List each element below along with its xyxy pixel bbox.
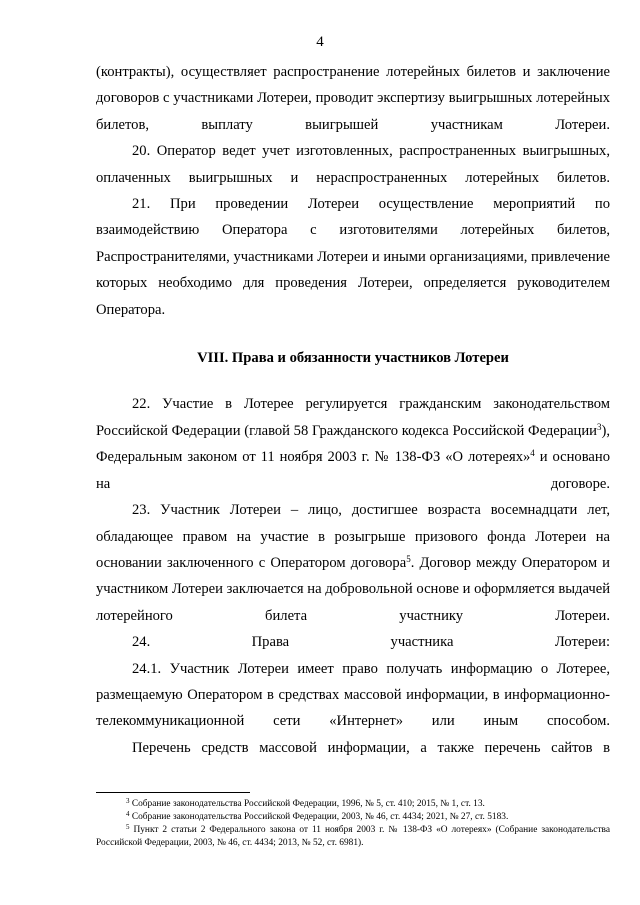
footnote-5 bbox=[96, 824, 610, 850]
document-body bbox=[96, 59, 610, 761]
paragraph-22-part-1: 22. Участие в Лотерее регулируется гражданским законодательством Российской Федерации (главой 58 Гражданского кодекса Российской Федерации bbox=[96, 396, 610, 439]
footnotes bbox=[96, 798, 610, 850]
paragraph-21: 21. При проведении Лотереи осуществление мероприятий по взаимодействию Оператора с изготовителями лотерейных билетов, Распространителями, участниками Лотереи и иными организациями, привлечение которых необходимо для проведения Лотереи, определяется руководителем Оператора. bbox=[96, 196, 610, 318]
paragraph-24: 24. Права участника Лотереи: bbox=[132, 634, 610, 651]
paragraph-22-part-2: ), Федеральным законом от 11 ноября 2003 г. № 138-ФЗ «О лотереях» bbox=[96, 422, 610, 466]
footnote-text: Собрание законодательства Российской Федерации, 2003, № 46, ст. 4434; 2021, № 27, ст. 5183. bbox=[131, 812, 509, 822]
paragraph-22 bbox=[96, 391, 610, 497]
footnote-divider bbox=[96, 792, 250, 793]
footnote-number: 4 bbox=[126, 810, 130, 818]
section-heading: VIII. Права и обязанности участников Лотереи bbox=[197, 350, 509, 367]
paragraph-20: 20. Оператор ведет учет изготовленных, распространенных выигрышных, оплаченных выигрышных и нераспространенных лотерейных билетов. bbox=[96, 143, 610, 186]
paragraph-23 bbox=[96, 497, 610, 629]
paragraph-22-part-3: и основано на договоре. bbox=[96, 449, 610, 492]
page-number: 4 bbox=[316, 34, 324, 50]
paragraph-24-1: 24.1. Участник Лотереи имеет право получать информацию о Лотерее, размещаемую Оператором в средствах массовой информации, в информационно-телекоммуникационной сети «Интернет» или иным способом. bbox=[96, 660, 610, 730]
paragraph-contracts: (контракты), осуществляет распространение лотерейных билетов и заключение договоров с участниками Лотереи, проводит экспертизу выигрышных лотерейных билетов, выплату выигрышей участникам Лотереи. bbox=[96, 64, 610, 133]
paragraph-list: Перечень средств массовой информации, а также перечень сайтов в bbox=[132, 739, 610, 756]
footnote-ref-3: 3 bbox=[596, 421, 602, 432]
footnote-number: 5 bbox=[126, 823, 130, 831]
paragraph-23-part-2: . Договор между Оператором и участником Лотереи заключается на добровольной основе и оформляется выдачей лотерейного билета участнику Лотереи. bbox=[96, 554, 610, 624]
footnote-3 bbox=[96, 798, 610, 811]
footnote-4 bbox=[96, 811, 610, 824]
paragraph-23-part-1: 23. Участник Лотереи – лицо, достигшее возраста восемнадцати лет, обладающее правом на участие в розыгрыше призового фонда Лотереи на основании заключенного с Оператором договора bbox=[96, 502, 610, 571]
footnote-text: Пункт 2 статьи 2 Федерального закона от 11 ноября 2003 г. № 138-ФЗ «О лотереях» (Собрание законодательства Российской Федерации, 2003, № 46, ст. 4434; 2013, № 52, ст. 6981). bbox=[96, 825, 611, 848]
footnote-number: 3 bbox=[126, 797, 130, 805]
footnote-ref-4: 4 bbox=[530, 448, 535, 459]
footnote-text: Собрание законодательства Российской Федерации, 1996, № 5, ст. 410; 2015, № 1, ст. 13. bbox=[131, 799, 485, 809]
footnote-ref-5: 5 bbox=[406, 553, 411, 564]
